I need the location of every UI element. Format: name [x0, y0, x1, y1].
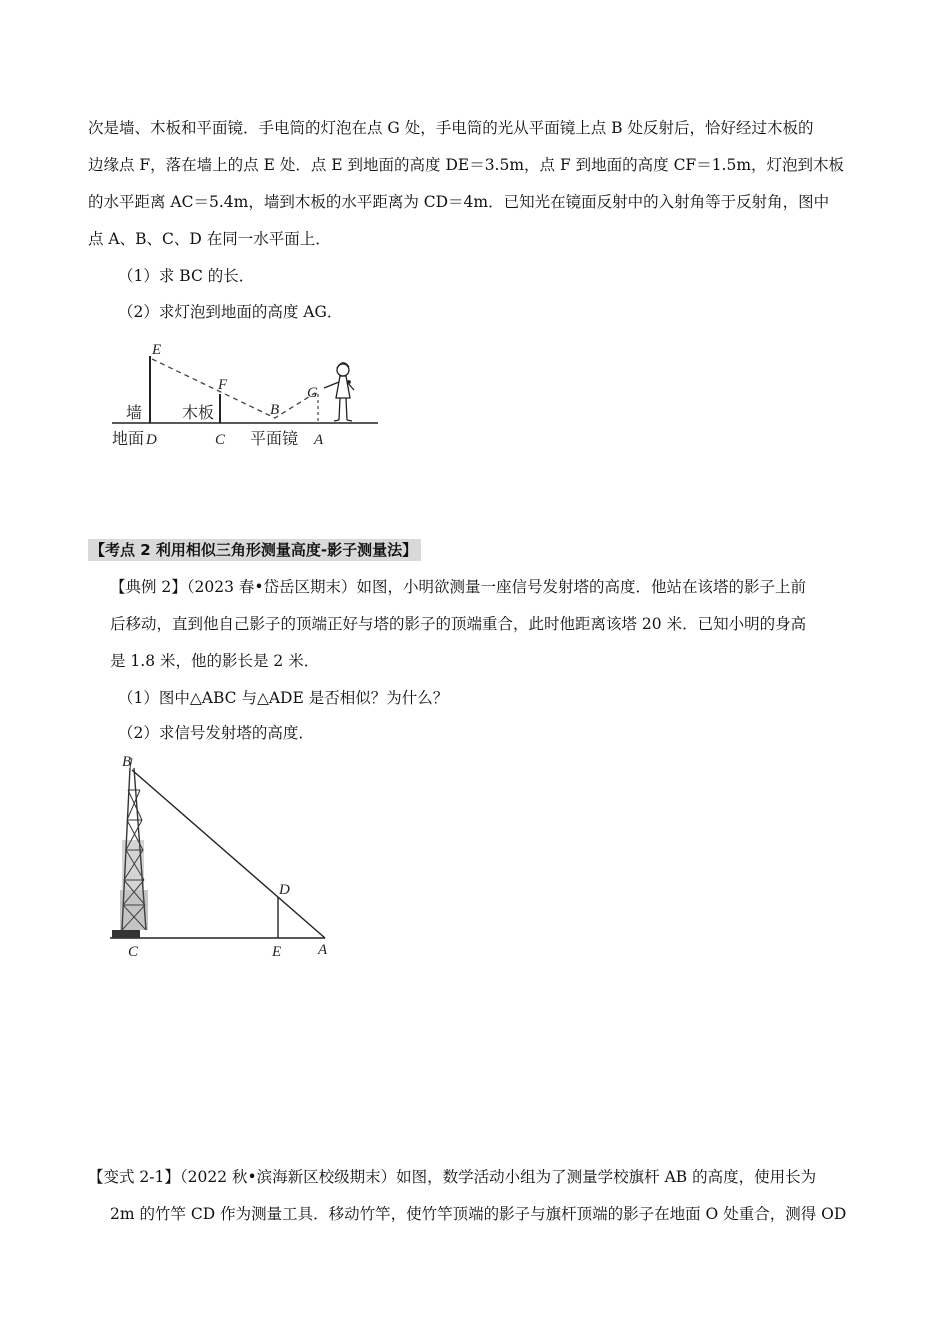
problem1-line-3: 的水平距离 AC＝5.4m，墙到木板的水平距离为 CD＝4m．已知光在镜面反射中的入射角等于反射角，图中 [88, 193, 830, 211]
ground-label: 地面 [112, 429, 145, 448]
label-D: D [146, 432, 157, 448]
example2-line-3: 是 1.8 米，他的影长是 2 米． [110, 652, 320, 670]
label-A: A [314, 432, 324, 448]
label-G: G [307, 385, 318, 401]
mirror-figure [100, 330, 400, 460]
problem1-question-2: （2）求灯泡到地面的高度 AG． [118, 303, 343, 321]
board-label: 木板 [182, 403, 215, 422]
girl-figure [324, 363, 354, 421]
variant21-line-1: 【变式 2-1】（2022 秋•滨海新区校级期末）如图，数学活动小组为了测量学校旗杆 AB 的高度，使用长为 [88, 1168, 817, 1186]
section-heading: 【考点 2 利用相似三角形测量高度-影子测量法】 [88, 539, 421, 561]
problem1-line-1: 次是墙、木板和平面镜．手电筒的灯泡在点 G 处，手电筒的光从平面镜上点 B 处反射后，恰好经过木板的 [88, 119, 814, 137]
problem1-question-1: （1）求 BC 的长． [118, 267, 255, 285]
wall-label: 墙 [126, 403, 143, 422]
label-D2: D [279, 882, 290, 898]
label-A2: A [318, 942, 328, 958]
label-B: B [270, 402, 280, 418]
label-B2: B [122, 754, 132, 770]
tower-figure [100, 750, 340, 965]
label-F: F [218, 377, 228, 393]
label-E: E [152, 342, 162, 358]
label-E2: E [272, 944, 282, 960]
line-BA [132, 770, 325, 938]
example2-question-1: （1）图中△ABC 与△ADE 是否相似？为什么？ [118, 689, 449, 707]
label-C: C [215, 432, 226, 448]
label-C2: C [128, 944, 139, 960]
example2-line-1: 【典例 2】（2023 春•岱岳区期末）如图，小明欲测量一座信号发射塔的高度．他站在该塔的影子上前 [110, 578, 807, 596]
variant21-line-2: 2m 的竹竿 CD 作为测量工具．移动竹竿，使竹竿顶端的影子与旗杆顶端的影子在地面 O 处重合，测得 OD [110, 1205, 847, 1223]
problem1-line-4: 点 A、B、C、D 在同一水平面上． [88, 230, 331, 248]
mirror-label: 平面镜 [250, 429, 299, 448]
tower-base [112, 930, 140, 938]
problem1-line-2: 边缘点 F，落在墙上的点 E 处．点 E 到地面的高度 DE＝3.5m，点 F 到地面的高度 CF＝1.5m，灯泡到木板 [88, 156, 845, 174]
example2-question-2: （2）求信号发射塔的高度． [118, 724, 314, 742]
light-path [152, 359, 315, 418]
example2-line-2: 后移动，直到他自己影子的顶端正好与塔的影子的顶端重合，此时他距离该塔 20 米．已知小明的身高 [110, 615, 807, 633]
